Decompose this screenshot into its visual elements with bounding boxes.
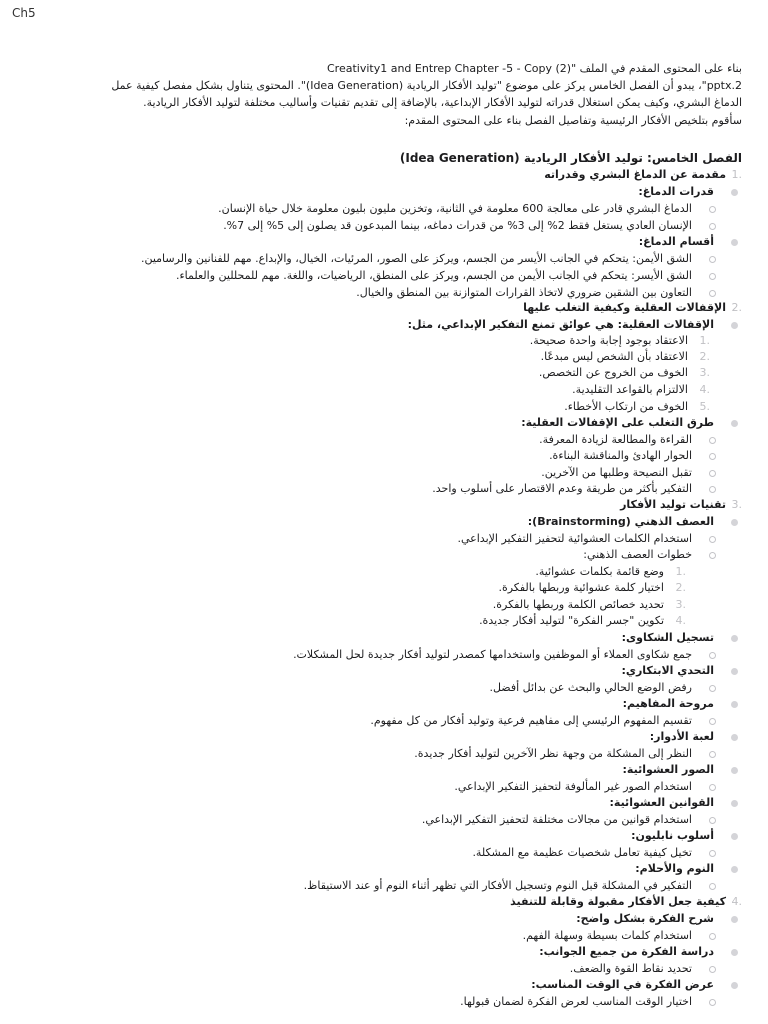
list-item: الالتزام بالقواعد التقليدية. [572,383,688,396]
circle-bullet-icon [709,751,716,758]
list-item: استخدام كلمات بسيطة وسهلة الفهم. [522,929,692,942]
document-title: Ch5 [12,6,36,20]
intro-line: الدماغ البشري، وكيف يمكن استغلال قدراته لتوليد الأفكار الإبداعية، بالإضافة إلى تقديم تقنيات وأساليب مختلفة لتوليد الأفكار الريادية. [143,96,742,109]
intro-line: سأقوم بتلخيص الأفكار الرئيسية وتفاصيل الفصل بناء على المحتوى المقدم: [404,114,742,127]
circle-bullet-icon [709,470,716,477]
circle-bullet-icon [709,966,716,973]
section-heading: تقنيات توليد الأفكار [620,498,726,511]
list-item: القراءة والمطالعة لزيادة المعرفة. [539,433,692,446]
circle-bullet-icon [709,933,716,940]
circle-bullet-icon [709,256,716,263]
circle-bullet-icon [709,437,716,444]
circle-bullet-icon [709,206,716,213]
circle-bullet-icon [709,453,716,460]
intro-line: بناء على المحتوى المقدم في الملف "Creativity1 and Entrep Chapter -5 - Copy (2) [327,62,742,75]
circle-bullet-icon [709,652,716,659]
bullet-icon [731,734,738,741]
bullet-icon [731,322,738,329]
subheading: عرض الفكرة في الوقت المناسب: [531,978,714,991]
bullet-icon [731,420,738,427]
section-number: 2. [731,301,742,314]
bullet-icon [731,668,738,675]
list-item: التفكير في المشكلة قبل النوم وتسجيل الأفكار التي تظهر أثناء النوم أو عند الاستيقاظ. [303,879,692,892]
circle-bullet-icon [709,273,716,280]
item-number: 1. [699,334,710,347]
subheading: قدرات الدماغ: [638,185,714,198]
item-number: 3. [675,598,686,611]
list-item: استخدام قوانين من مجالات مختلفة لتحفيز التفكير الإبداعي. [421,813,692,826]
list-item: تقسيم المفهوم الرئيسي إلى مفاهيم فرعية وتوليد أفكار من كل مفهوم. [370,714,692,727]
circle-bullet-icon [709,552,716,559]
section-heading: كيفية جعل الأفكار مقبولة وقابلة للتنفيذ [510,895,726,908]
bullet-icon [731,982,738,989]
list-item: تقبل النصيحة وطلبها من الآخرين. [541,466,692,479]
bullet-icon [731,916,738,923]
list-item: النظر إلى المشكلة من وجهة نظر الآخرين لتوليد أفكار جديدة. [414,747,692,760]
section-number: 1. [731,168,742,181]
chapter-heading: الفصل الخامس: توليد الأفكار الريادية (Idea Generation) [399,151,742,165]
bullet-icon [731,189,738,196]
circle-bullet-icon [709,536,716,543]
section-number: 4. [731,895,742,908]
circle-bullet-icon [709,685,716,692]
subheading: لعبة الأدوار: [649,730,714,743]
circle-bullet-icon [709,784,716,791]
list-item: وضع قائمة بكلمات عشوائية. [535,565,664,578]
item-number: 2. [699,350,710,363]
bullet-icon [731,949,738,956]
subheading: مروحة المفاهيم: [622,697,714,710]
subheading: الإقفالات العقلية: هي عوائق تمنع التفكير الإبداعي، مثل: [407,318,714,331]
subheading: النوم والأحلام: [635,862,714,875]
item-number: 4. [699,383,710,396]
bullet-icon [731,635,738,642]
circle-bullet-icon [709,817,716,824]
list-item: الإنسان العادي يستغل فقط 2% إلى 3% من قدرات دماغه، بينما المبدعون قد يصلون إلى 5% إلى 7%. [223,219,692,232]
bullet-icon [731,701,738,708]
subheading: الصور العشوائية: [622,763,714,776]
circle-bullet-icon [709,718,716,725]
subheading: طرق التغلب على الإقفالات العقلية: [521,416,714,429]
item-number: 1. [675,565,686,578]
list-item: استخدام الصور غير المألوفة لتحفيز التفكير الإبداعي. [454,780,692,793]
intro-line: 2.pptx"، يبدو أن الفصل الخامس يركز على موضوع "توليد الأفكار الريادية (Idea Generation)". المحتوى يتناول بشكل مفصل كيفية عمل [111,79,742,92]
subheading: دراسة الفكرة من جميع الجوانب: [539,945,714,958]
list-item: اختيار كلمة عشوائية وربطها بالفكرة. [498,581,664,594]
subheading: شرح الفكرة بشكل واضح: [576,912,714,925]
list-item: اختيار الوقت المناسب لعرض الفكرة لضمان قبولها. [460,995,692,1008]
subheading: القوانين العشوائية: [609,796,714,809]
circle-bullet-icon [709,290,716,297]
list-item: تكوين "جسر الفكرة" لتوليد أفكار جديدة. [479,614,664,627]
list-item: الشق الأيسر: يتحكم في الجانب الأيمن من الجسم، ويركز على المنطق، الرياضيات، واللغة. مهم للمحللين والعلماء. [175,269,692,282]
bullet-icon [731,800,738,807]
subheading: أقسام الدماغ: [638,235,714,248]
item-number: 4. [675,614,686,627]
circle-bullet-icon [709,883,716,890]
bullet-icon [731,833,738,840]
list-item: جمع شكاوى العملاء أو الموظفين واستخدامها كمصدر لتوليد أفكار جديدة لحل المشكلات. [293,648,692,661]
bullet-icon [731,866,738,873]
section-heading: الإقفالات العقلية وكيفية التغلب عليها [523,301,726,314]
list-item: الاعتقاد بأن الشخص ليس مبدعًا. [540,350,688,363]
circle-bullet-icon [709,486,716,493]
list-item: الحوار الهادئ والمناقشة البناءة. [549,449,692,462]
subheading: التحدي الابتكاري: [621,664,714,677]
item-number: 5. [699,400,710,413]
item-number: 2. [675,581,686,594]
list-item: التفكير بأكثر من طريقة وعدم الاقتصار على أسلوب واحد. [432,482,692,495]
subheading: أسلوب نابليون: [631,829,714,842]
circle-bullet-icon [709,999,716,1006]
list-item: استخدام الكلمات العشوائية لتحفيز التفكير الإبداعي. [457,532,692,545]
list-item: الاعتقاد بوجود إجابة واحدة صحيحة. [529,334,688,347]
subheading: العصف الذهني (Brainstorming): [527,515,714,528]
circle-bullet-icon [709,850,716,857]
item-number: 3. [699,366,710,379]
list-item: الدماغ البشري قادر على معالجة 600 معلومة في الثانية، وتخزين مليون بليون معلومة خلال حياة الإنسان. [218,202,692,215]
list-item: التعاون بين الشقين ضروري لاتخاذ القرارات المتوازنة بين المنطق والخيال. [356,286,692,299]
bullet-icon [731,239,738,246]
list-item: رفض الوضع الحالي والبحث عن بدائل أفضل. [489,681,692,694]
circle-bullet-icon [709,223,716,230]
list-item: الخوف من ارتكاب الأخطاء. [564,400,688,413]
list-item: تحديد نقاط القوة والضعف. [569,962,692,975]
list-item: تحديد خصائص الكلمة وربطها بالفكرة. [492,598,664,611]
list-item: الشق الأيمن: يتحكم في الجانب الأيسر من الجسم، ويركز على الصور، المرئيات، الخيال، والإبداع. مهم للفنانين والرسامين. [140,252,692,265]
list-item: تخيل كيفية تعامل شخصيات عظيمة مع المشكلة. [472,846,692,859]
subheading: تسجيل الشكاوى: [621,631,714,644]
bullet-icon [731,519,738,526]
list-item: خطوات العصف الذهني: [583,548,692,561]
bullet-icon [731,767,738,774]
list-item: الخوف من الخروج عن التخصص. [538,366,688,379]
section-heading: مقدمة عن الدماغ البشري وقدراته [544,168,726,181]
section-number: 3. [731,498,742,511]
